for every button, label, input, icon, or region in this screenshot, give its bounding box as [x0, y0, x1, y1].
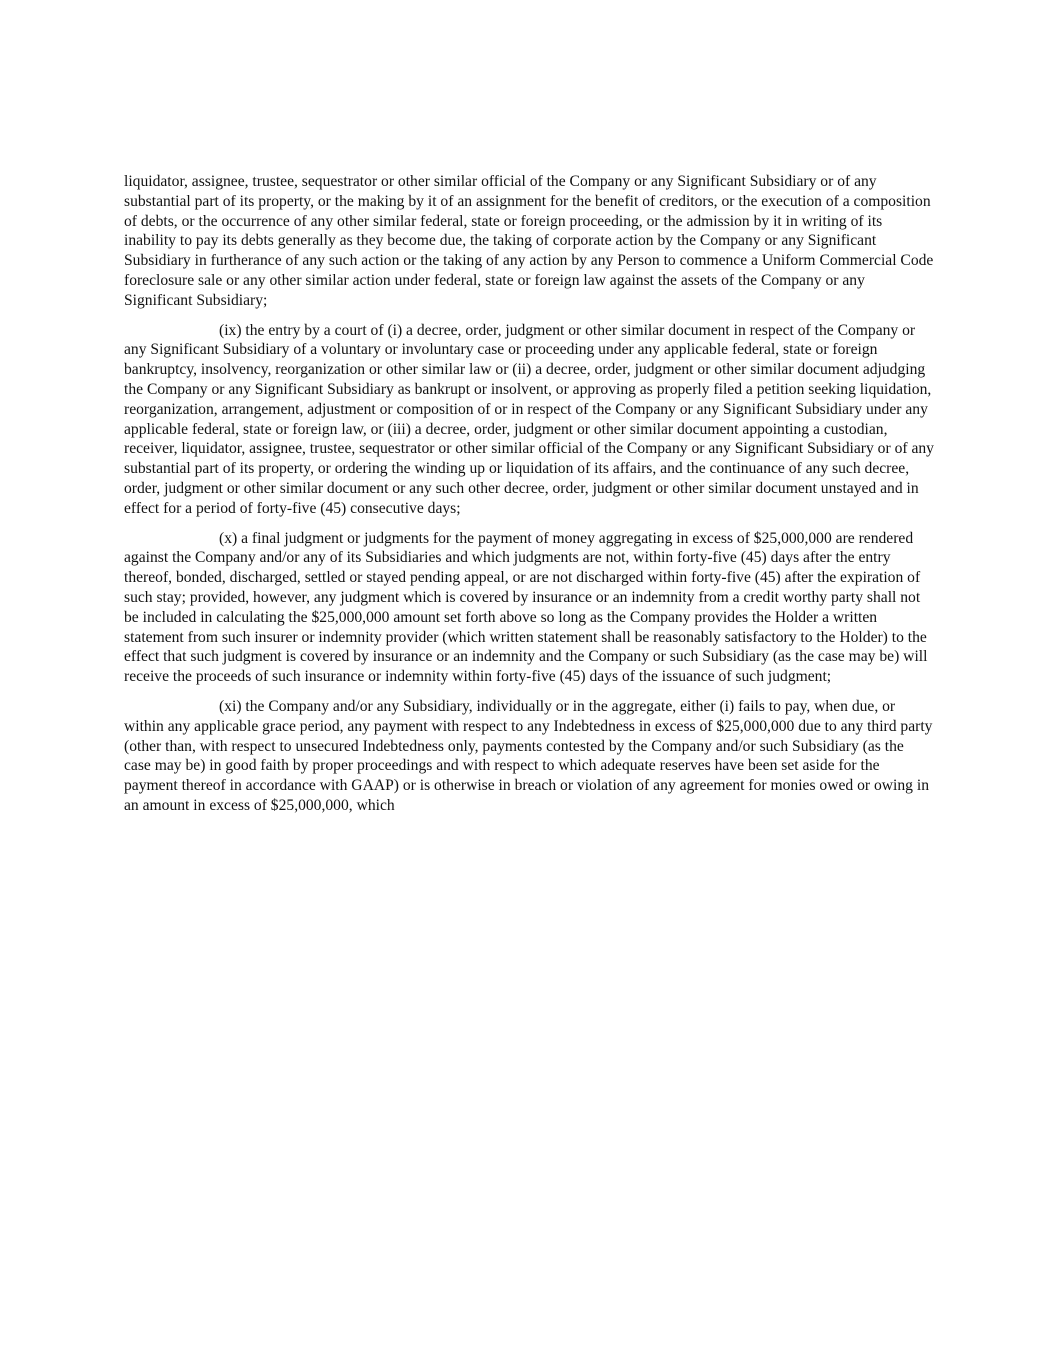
document-page	[124, 172, 934, 826]
paragraph-xi: (xi) the Company and/or any Subsidiary, individually or in the aggregate, either (i) fails to pay, when due, or within any applicable grace period, any payment with respect to any Indebtedness in excess of $25,000,000 due to any third party (other than, with respect to unsecured Indebtedness only, payments contested by the Company and/or such Subsidiary (as the case may be) in good faith by proper proceedings and with respect to which adequate reserves have been set aside for the payment thereof in accordance with GAAP) or is otherwise in breach or violation of any agreement for monies owed or owing in an amount in excess of $25,000,000, which	[124, 697, 933, 814]
paragraph-x: (x) a final judgment or judgments for the payment of money aggregating in excess of $25,000,000 are rendered against the Company and/or any of its Subsidiaries and which judgments are not, within forty-five (45) days after the entry thereof, bonded, discharged, settled or stayed pending appeal, or are not discharged within forty-five (45) after the expiration of such stay; provided, however, any judgment which is covered by insurance or an indemnity from a credit worthy party shall not be included in calculating the $25,000,000 amount set forth above so long as the Company provides the Holder a written statement from such insurer or indemnity provider (which written statement shall be reasonably satisfactory to the Holder) to the effect that such judgment is covered by insurance or an indemnity and the Company or such Subsidiary (as the case may be) will receive the proceeds of such insurance or indemnity within forty-five (45) days of the issuance of such judgment;	[124, 529, 928, 686]
paragraph-ix: (ix) the entry by a court of (i) a decree, order, judgment or other similar document in respect of the Company or any Significant Subsidiary of a voluntary or involuntary case or proceeding under any applicable federal, state or foreign bankruptcy, insolvency, reorganization or other similar law or (ii) a decree, order, judgment or other similar document adjudging the Company or any Significant Subsidiary as bankrupt or insolvent, or approving as properly filed a petition seeking liquidation, reorganization, arrangement, adjustment or composition of or in respect of the Company or any Significant Subsidiary under any applicable federal, state or foreign law, or (iii) a decree, order, judgment or other similar document appointing a custodian, receiver, liquidator, assignee, trustee, sequestrator or other similar official of the Company or any Significant Subsidiary or of any substantial part of its property, or ordering the winding up or liquidation of its affairs, and the continuance of any such decree, order, judgment or other similar document or any such other decree, order, judgment or other similar document unstayed and in effect for a period of forty-five (45) consecutive days;	[124, 321, 934, 517]
paragraph-continuation: liquidator, assignee, trustee, sequestrator or other similar official of the Company or any Significant Subsidiary or of any substantial part of its property, or the making by it of an assignment for the benefit of creditors, or the execution of a composition of debts, or the occurrence of any other similar federal, state or foreign proceeding, or the admission by it in writing of its inability to pay its debts generally as they become due, the taking of corporate action by the Company or any Significant Subsidiary in furtherance of any such action or the taking of any action by any Person to commence a Uniform Commercial Code foreclosure sale or any other similar action under federal, state or foreign law against the assets of the Company or any Significant Subsidiary;	[124, 173, 934, 309]
